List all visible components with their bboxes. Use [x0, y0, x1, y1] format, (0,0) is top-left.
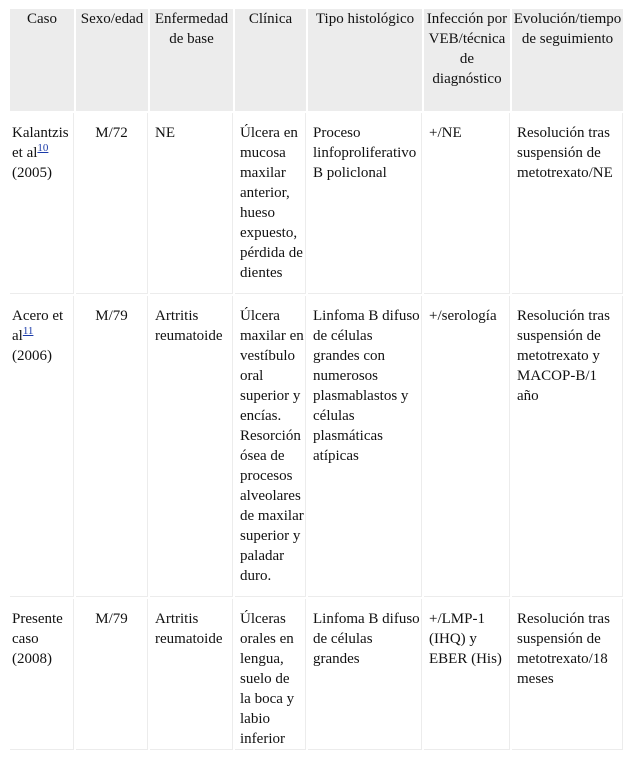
cell-evolucion: Resolución tras suspensión de metotrexato/NE: [512, 113, 623, 294]
header-tipo-histologico: Tipo histológico: [308, 9, 422, 111]
cell-histologico: Linfoma B difuso de células grandes: [308, 599, 422, 750]
case-year: (2006): [12, 348, 52, 364]
cell-histologico: Linfoma B difuso de células grandes con numerosos plasmablastos y células plasmáticas atípicas: [308, 296, 422, 597]
citation-link[interactable]: 10: [37, 142, 49, 154]
case-author: Kalantzis et al: [12, 125, 69, 161]
citation-ref: [23, 325, 34, 337]
case-author: Acero et al: [12, 308, 64, 344]
cell-evolucion: Resolución tras suspensión de metotrexato/18 meses: [512, 599, 623, 750]
cell-infeccion: +/NE: [424, 113, 510, 294]
case-comparison-table: [8, 7, 625, 752]
citation-link[interactable]: 11: [22, 325, 34, 337]
cell-evolucion: Resolución tras suspensión de metotrexato y MACOP-B/1 año: [512, 296, 623, 597]
header-infeccion: Infección por VEB/técnica de diagnóstico: [424, 9, 510, 111]
header-enfermedad: Enfermedad de base: [150, 9, 233, 111]
cell-caso: [10, 113, 74, 294]
cell-infeccion: +/LMP-1 (IHQ) y EBER (His): [424, 599, 510, 750]
cell-infeccion: +/serología: [424, 296, 510, 597]
cell-clinica: Úlcera maxilar en vestíbulo oral superior y encías. Resorción ósea de procesos alveolares de maxilar superior y paladar duro.: [235, 296, 306, 597]
header-sexo-edad: Sexo/edad: [76, 9, 148, 111]
header-evolucion: Evolución/tiempo de seguimiento: [512, 9, 623, 111]
cell-enfermedad: Artritis reumatoide: [150, 296, 233, 597]
case-year: (2005): [12, 165, 52, 181]
header-clinica: Clínica: [235, 9, 306, 111]
cell-sexo-edad: M/79: [76, 296, 148, 597]
cell-sexo-edad: M/79: [76, 599, 148, 750]
cell-enfermedad: Artritis reumatoide: [150, 599, 233, 750]
cell-sexo-edad: M/72: [76, 113, 148, 294]
header-caso: Caso: [10, 9, 74, 111]
citation-ref: [37, 142, 48, 154]
table-row: [10, 599, 623, 750]
table-row: [10, 113, 623, 294]
cell-caso: Presente caso (2008): [10, 599, 74, 750]
cell-clinica: Úlceras orales en lengua, suelo de la boca y labio inferior: [235, 599, 306, 750]
cell-clinica: Úlcera en mucosa maxilar anterior, hueso expuesto, pérdida de dientes: [235, 113, 306, 294]
cell-histologico: Proceso linfoproliferativo B policlonal: [308, 113, 422, 294]
cell-enfermedad: NE: [150, 113, 233, 294]
cell-caso: [10, 296, 74, 597]
header-row: [10, 9, 623, 111]
table-row: [10, 296, 623, 597]
